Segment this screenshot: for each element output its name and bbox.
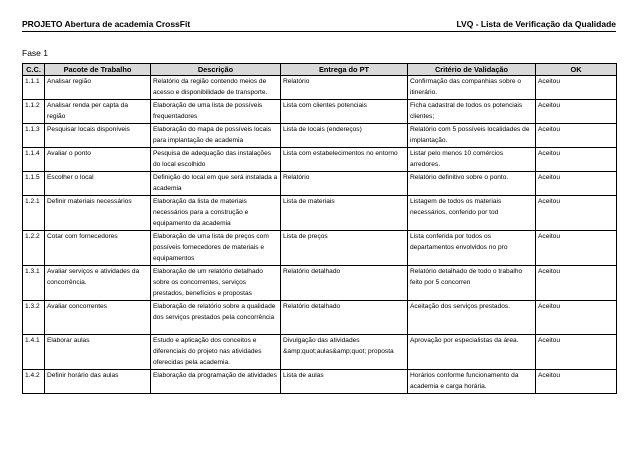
column-header-entrega: Entrega do PT xyxy=(281,64,408,76)
cell-ok: Aceitou xyxy=(536,100,617,124)
cell-cc: 1.4.1 xyxy=(23,335,45,370)
cell-entrega: Lista de locais (endereços) xyxy=(281,124,408,148)
cell-descricao: Definição do local em que será instalada a academia xyxy=(151,172,281,196)
cell-criterio: Listar pelo menos 10 comércios arredores. xyxy=(408,148,536,172)
cell-descricao: Elaboração do mapa de possíveis locais para implantação de academia xyxy=(151,124,281,148)
cell-pacote: Definir materiais necessários xyxy=(45,196,151,231)
cell-ok: Aceitou xyxy=(536,266,617,301)
cell-cc: 1.2.1 xyxy=(23,196,45,231)
cell-criterio: Relatório detalhado de todo o trabalho feito por 5 concorren xyxy=(408,266,536,301)
cell-descricao: Elaboração da lista de materiais necessários para a construção e equipamento da academia xyxy=(151,196,281,231)
cell-criterio: Aceitação dos serviços prestados. xyxy=(408,301,536,335)
cell-descricao: Elaboração de uma lista de preços com possíveis fornecedores de materiais e equipamentos xyxy=(151,231,281,266)
cell-cc: 1.1.2 xyxy=(23,100,45,124)
cell-descricao: Elaboração de um relatório detalhado sobre os concorrentes, serviços prestados, benefícios e propostas xyxy=(151,266,281,301)
cell-descricao: Elaboração da programação de atividades xyxy=(151,370,281,394)
cell-criterio: Aprovação por especialistas da área. xyxy=(408,335,536,370)
cell-descricao: Pesquisa de adequação das instalações do local escolhido xyxy=(151,148,281,172)
cell-entrega: Lista de materiais xyxy=(281,196,408,231)
cell-descricao: Relatório da região contendo meios de acesso e disponibilidade de transporte. xyxy=(151,76,281,100)
cell-cc: 1.3.1 xyxy=(23,266,45,301)
cell-pacote: Definir horário das aulas xyxy=(45,370,151,394)
cell-ok: Aceitou xyxy=(536,76,617,100)
table-row xyxy=(23,148,617,172)
cell-criterio: Relatório com 5 possíveis localidades de implantação. xyxy=(408,124,536,148)
cell-descricao: Estudo e aplicação dos conceitos e diferenciais do projeto nas atividades oferecidas pela academia. xyxy=(151,335,281,370)
cell-pacote: Escolher o local xyxy=(45,172,151,196)
cell-cc: 1.1.5 xyxy=(23,172,45,196)
cell-descricao: Elaboração de uma lista de possíveis frequentadores xyxy=(151,100,281,124)
table-row xyxy=(23,266,617,301)
cell-pacote: Avaliar serviços e atividades da concorrência. xyxy=(45,266,151,301)
cell-pacote: Avaliar concorrentes xyxy=(45,301,151,335)
cell-pacote: Elaborar aulas xyxy=(45,335,151,370)
cell-entrega: Lista de preços xyxy=(281,231,408,266)
cell-cc: 1.1.4 xyxy=(23,148,45,172)
table-row xyxy=(23,196,617,231)
cell-entrega: Lista com estabelecimentos no entorno xyxy=(281,148,408,172)
cell-pacote: Avaliar o ponto xyxy=(45,148,151,172)
table-row xyxy=(23,231,617,266)
table-row xyxy=(23,301,617,335)
quality-checklist-table xyxy=(22,63,617,394)
cell-entrega: Relatório detalhado xyxy=(281,301,408,335)
cell-entrega: Relatório xyxy=(281,172,408,196)
column-header-descricao: Descrição xyxy=(151,64,281,76)
cell-ok: Aceitou xyxy=(536,196,617,231)
cell-criterio: Relatório definitivo sobre o ponto. xyxy=(408,172,536,196)
cell-ok: Aceitou xyxy=(536,301,617,335)
cell-cc: 1.1.3 xyxy=(23,124,45,148)
cell-criterio: Horários conforme funcionamento da academia e carga horária. xyxy=(408,370,536,394)
cell-ok: Aceitou xyxy=(536,124,617,148)
project-title: PROJETO Abertura de academia CrossFit xyxy=(22,19,191,29)
cell-ok: Aceitou xyxy=(536,370,617,394)
document-header xyxy=(22,17,616,32)
cell-pacote: Analisar região xyxy=(45,76,151,100)
column-header-pacote: Pacote de Trabalho xyxy=(45,64,151,76)
cell-cc: 1.2.2 xyxy=(23,231,45,266)
cell-descricao: Elaboração de relatório sobre a qualidade dos serviços prestados pela concorrência xyxy=(151,301,281,335)
phase-label: Fase 1 xyxy=(22,48,48,58)
column-header-ok: OK xyxy=(536,64,617,76)
cell-entrega: Divulgação das atividades &amp;quot;aulas&amp;quot; proposta xyxy=(281,335,408,370)
cell-criterio: Confirmação das companhias sobre o itinerário. xyxy=(408,76,536,100)
cell-ok: Aceitou xyxy=(536,172,617,196)
cell-pacote: Cotar com fornecedores xyxy=(45,231,151,266)
cell-ok: Aceitou xyxy=(536,148,617,172)
cell-pacote: Pesquisar locais disponíveis xyxy=(45,124,151,148)
cell-entrega: Lista com clientes potenciais xyxy=(281,100,408,124)
cell-criterio: Lista conferida por todos os departamentos envolvidos no pro xyxy=(408,231,536,266)
cell-ok: Aceitou xyxy=(536,335,617,370)
table-row xyxy=(23,100,617,124)
column-header-criterio: Critério de Validação xyxy=(408,64,536,76)
cell-criterio: Listagem de todos os materiais necessários, conferido por tod xyxy=(408,196,536,231)
table-row xyxy=(23,370,617,394)
cell-entrega: Lista de aulas xyxy=(281,370,408,394)
checklist-title: LVQ - Lista de Verificação da Qualidade xyxy=(456,19,616,29)
table-header-row xyxy=(23,64,617,76)
table-row xyxy=(23,124,617,148)
cell-ok: Aceitou xyxy=(536,231,617,266)
cell-cc: 1.3.2 xyxy=(23,301,45,335)
column-header-cc: C.C. xyxy=(23,64,45,76)
cell-pacote: Analisar renda per capta da região xyxy=(45,100,151,124)
table-row xyxy=(23,172,617,196)
cell-cc: 1.4.2 xyxy=(23,370,45,394)
table-row xyxy=(23,335,617,370)
cell-criterio: Ficha cadastral de todos os potenciais clientes; xyxy=(408,100,536,124)
table-row xyxy=(23,76,617,100)
cell-cc: 1.1.1 xyxy=(23,76,45,100)
cell-entrega: Relatório xyxy=(281,76,408,100)
cell-entrega: Relatório detalhado xyxy=(281,266,408,301)
